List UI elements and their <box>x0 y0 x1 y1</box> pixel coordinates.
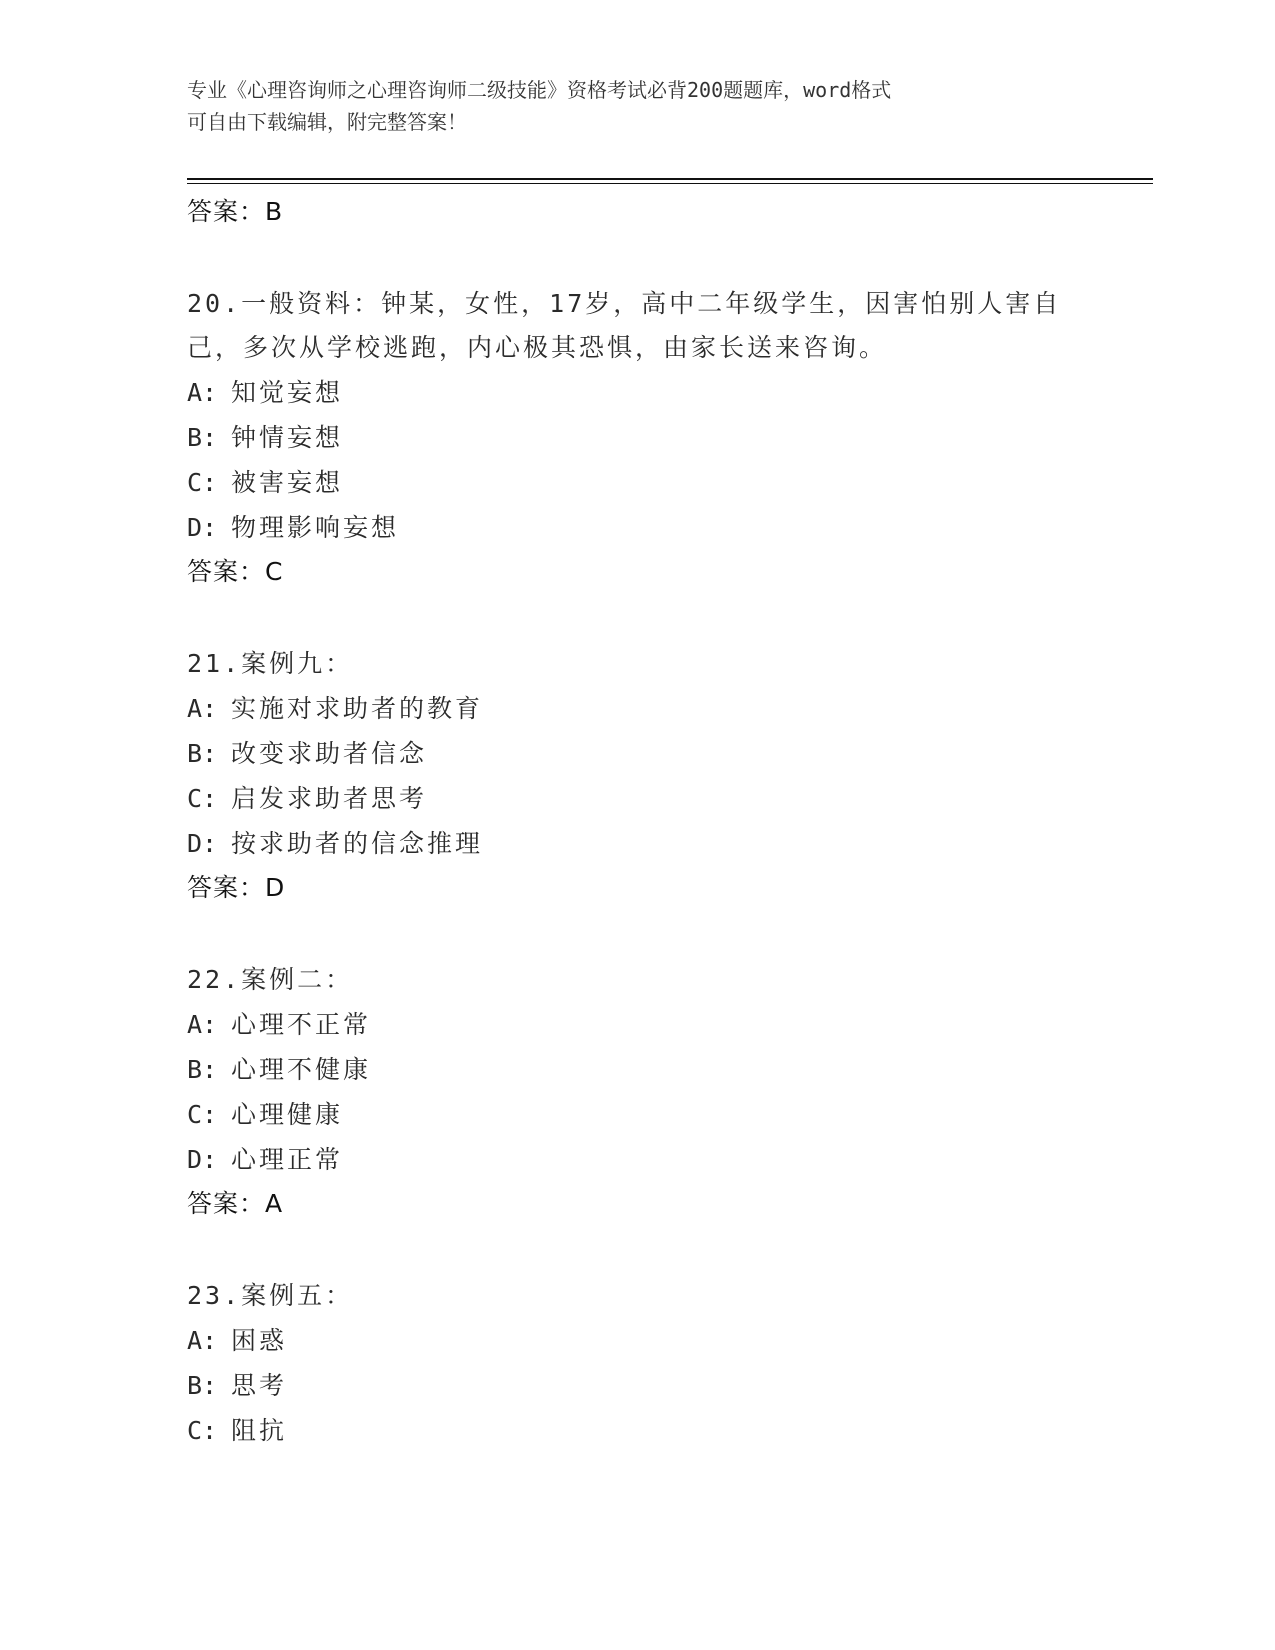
answer-label: 答案： <box>187 873 266 902</box>
option-a <box>187 686 1087 731</box>
option-text: 钟情妄想 <box>231 423 344 452</box>
question-22 <box>187 958 1087 1226</box>
answer-line <box>187 1182 1087 1226</box>
answer-value: A <box>265 1189 283 1218</box>
option-key: C: <box>187 468 218 497</box>
question-21 <box>187 642 1087 910</box>
option-text: 改变求助者信念 <box>231 739 428 768</box>
option-text: 物理影响妄想 <box>231 513 400 542</box>
header-divider-thick <box>187 178 1153 180</box>
option-key: C: <box>187 1416 218 1445</box>
option-text: 心理正常 <box>231 1145 344 1174</box>
answer-value: B <box>265 197 283 226</box>
option-key: A: <box>187 378 218 407</box>
option-c <box>187 460 1087 505</box>
option-text: 心理健康 <box>231 1100 344 1129</box>
option-a <box>187 370 1087 415</box>
option-key: A: <box>187 1326 218 1355</box>
option-key: D: <box>187 1145 218 1174</box>
option-b <box>187 1047 1087 1092</box>
option-key: B: <box>187 1055 218 1084</box>
option-text: 心理不正常 <box>231 1010 372 1039</box>
option-text: 困惑 <box>231 1326 288 1355</box>
option-b <box>187 731 1087 776</box>
option-key: D: <box>187 829 218 858</box>
answer-label: 答案： <box>187 1189 266 1218</box>
option-key: C: <box>187 1100 218 1129</box>
option-key: C: <box>187 784 218 813</box>
option-key: A: <box>187 1010 218 1039</box>
option-text: 被害妄想 <box>231 468 344 497</box>
option-d <box>187 505 1087 550</box>
option-key: B: <box>187 739 218 768</box>
option-text: 按求助者的信念推理 <box>231 829 484 858</box>
option-b <box>187 415 1087 460</box>
option-key: A: <box>187 694 218 723</box>
question-stem: 20.一般资料：钟某，女性，17岁，高中二年级学生，因害怕别人害自己，多次从学校逃跑，内心极其恐惧，由家长送来咨询。 <box>187 289 1062 362</box>
option-a <box>187 1318 1087 1363</box>
question-stem: 21.案例九： <box>187 649 354 678</box>
question-stem: 22.案例二： <box>187 965 354 994</box>
answer-label: 答案： <box>187 197 266 226</box>
option-c <box>187 776 1087 821</box>
answer-line <box>187 866 1087 910</box>
answer-value: C <box>265 557 283 586</box>
option-text: 心理不健康 <box>231 1055 372 1084</box>
answer-line <box>187 550 1087 594</box>
option-a <box>187 1002 1087 1047</box>
option-text: 启发求助者思考 <box>231 784 428 813</box>
document-header <box>187 74 1087 138</box>
option-key: B: <box>187 1371 218 1400</box>
option-key: D: <box>187 513 218 542</box>
header-line-2: 可自由下载编辑，附完整答案！ <box>187 110 467 134</box>
option-c <box>187 1092 1087 1137</box>
option-key: B: <box>187 423 218 452</box>
question-23 <box>187 1274 1087 1453</box>
header-line-1: 专业《心理咨询师之心理咨询师二级技能》资格考试必背200题题库，word格式 <box>187 78 892 102</box>
option-b <box>187 1363 1087 1408</box>
option-text: 实施对求助者的教育 <box>231 694 484 723</box>
question-stem: 23.案例五： <box>187 1281 354 1310</box>
question-list <box>187 190 1087 1453</box>
option-text: 知觉妄想 <box>231 378 344 407</box>
option-text: 阻抗 <box>231 1416 288 1445</box>
option-d <box>187 821 1087 866</box>
header-divider-thin <box>187 183 1153 184</box>
answer-line-19 <box>187 190 1087 234</box>
question-20 <box>187 282 1087 594</box>
option-d <box>187 1137 1087 1182</box>
option-text: 思考 <box>231 1371 288 1400</box>
answer-label: 答案： <box>187 557 266 586</box>
option-c <box>187 1408 1087 1453</box>
answer-value: D <box>265 873 285 902</box>
